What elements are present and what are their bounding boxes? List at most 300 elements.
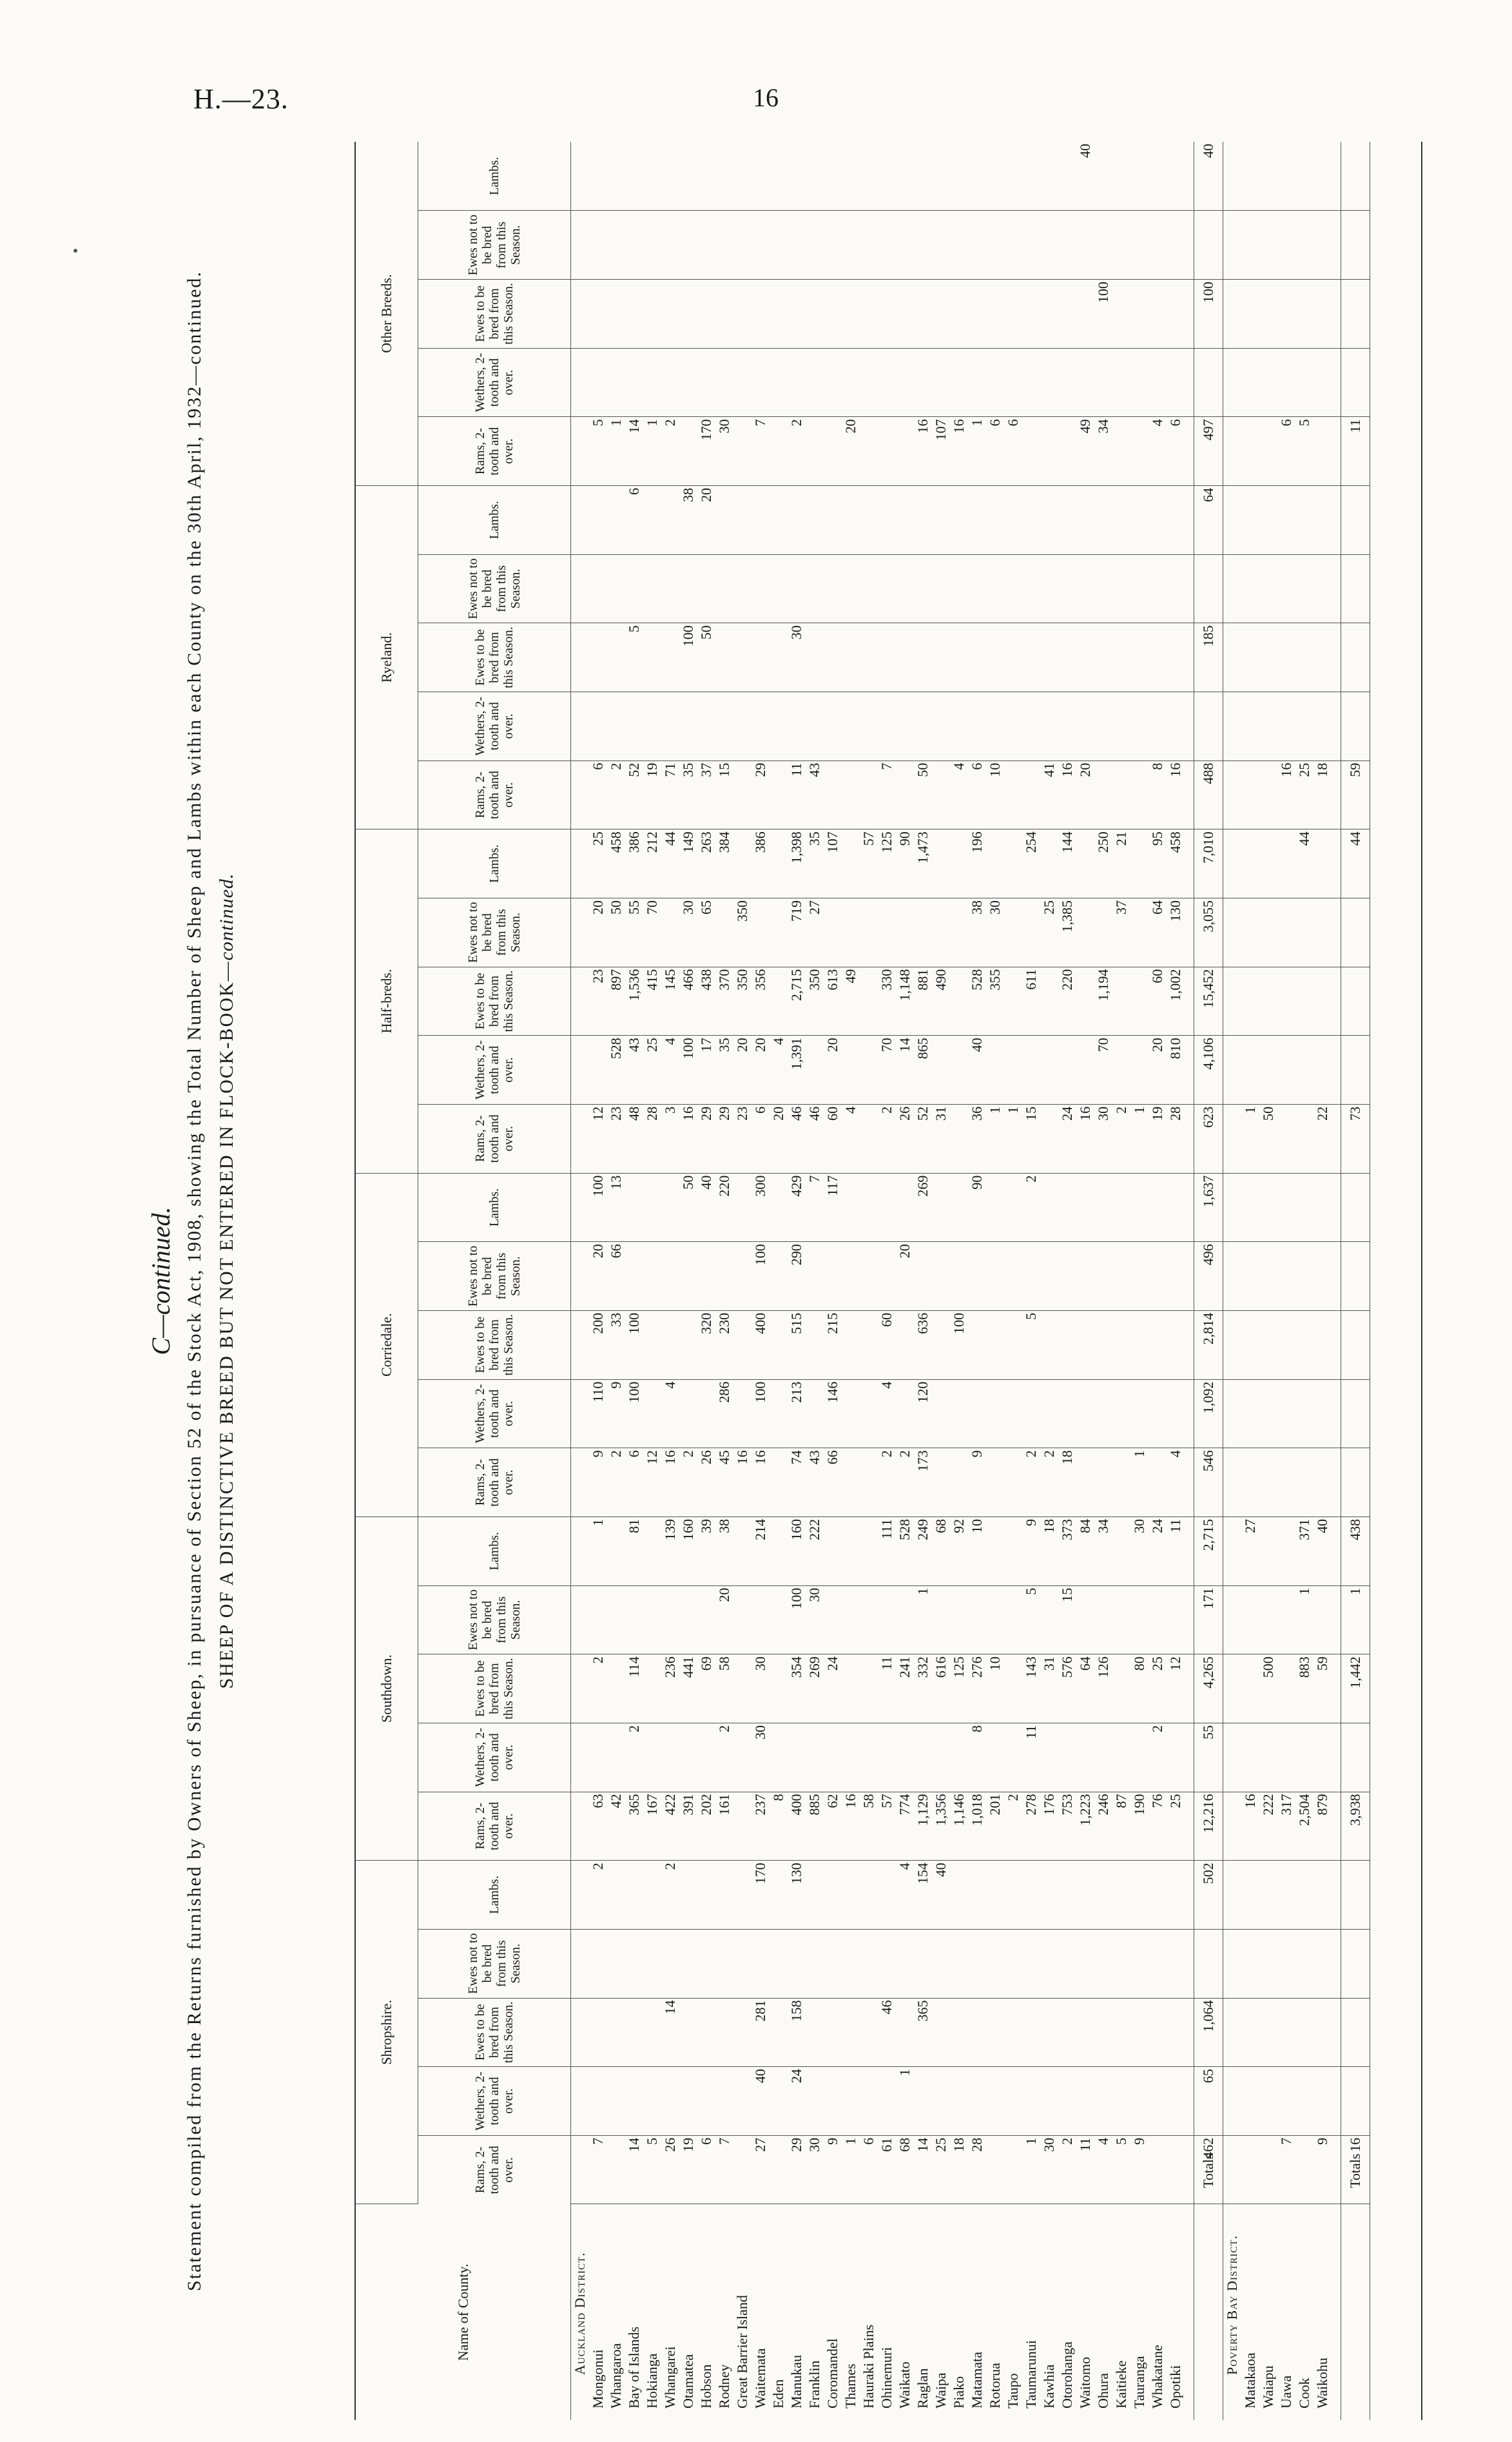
value-cell <box>932 1585 950 1654</box>
value-cell <box>1004 1585 1022 1654</box>
value-cell <box>932 829 950 898</box>
value-cell: 100 <box>950 1310 968 1379</box>
column-subheader: Rams, 2-tooth and over. <box>418 761 571 829</box>
value-cell: 200 <box>589 1310 607 1379</box>
value-cell <box>733 761 751 829</box>
value-cell <box>842 1517 860 1585</box>
empty-cell <box>1185 1173 1194 1242</box>
empty-cell <box>571 417 590 486</box>
empty-cell <box>571 692 590 761</box>
value-cell: 528 <box>896 1517 914 1585</box>
value-cell <box>950 554 968 623</box>
value-cell <box>661 2067 679 2136</box>
value-cell <box>878 1585 896 1654</box>
empty-cell <box>1185 211 1194 280</box>
value-cell: 15 <box>1022 1104 1040 1173</box>
value-cell: 488 <box>1194 761 1223 829</box>
value-cell <box>1022 417 1040 486</box>
value-cell <box>1259 485 1277 554</box>
empty-cell <box>1185 1036 1194 1105</box>
value-cell: 61 <box>878 2135 896 2204</box>
value-cell: 2 <box>607 761 625 829</box>
value-cell <box>770 417 788 486</box>
value-cell: 30 <box>1094 1104 1112 1173</box>
value-cell <box>1313 1929 1332 1998</box>
value-cell <box>860 1310 878 1379</box>
value-cell <box>643 211 661 280</box>
breed-header: Half-breds. <box>355 829 418 1173</box>
value-cell <box>589 554 607 623</box>
district-name: Poverty Bay District. <box>1224 2234 1240 2375</box>
value-cell: 1,194 <box>1094 967 1112 1036</box>
value-cell <box>697 2067 715 2136</box>
value-cell: 263 <box>697 829 715 898</box>
county-name: Matamata <box>969 2352 985 2408</box>
value-cell <box>625 1585 643 1654</box>
value-cell <box>932 1998 950 2067</box>
county-name: Franklin <box>806 2360 822 2408</box>
value-cell: 22 <box>1313 1104 1332 1173</box>
value-cell: 6 <box>751 1104 770 1173</box>
empty-cell <box>1332 1448 1341 1517</box>
value-cell: 81 <box>625 1517 643 1585</box>
value-cell: 1 <box>607 417 625 486</box>
value-cell <box>878 1929 896 1998</box>
value-cell <box>1259 1723 1277 1792</box>
value-cell <box>1295 2067 1313 2136</box>
value-cell: 139 <box>661 1517 679 1585</box>
value-cell <box>932 1036 950 1105</box>
value-cell: 214 <box>751 1517 770 1585</box>
value-cell <box>1259 1448 1277 1517</box>
value-cell <box>968 1861 986 1930</box>
value-cell <box>1022 1379 1040 1448</box>
value-cell: 865 <box>914 1036 932 1105</box>
value-cell: 7 <box>806 1173 824 1242</box>
value-cell <box>1241 1379 1259 1448</box>
value-cell <box>625 692 643 761</box>
value-cell <box>1040 623 1058 692</box>
totals-label: Totals <box>1341 2204 1370 2420</box>
value-cell <box>968 211 986 280</box>
empty-cell <box>571 1585 590 1654</box>
value-cell: 2 <box>1022 1448 1040 1517</box>
value-cell <box>679 417 697 486</box>
value-cell <box>1241 417 1259 486</box>
value-cell <box>733 1723 751 1792</box>
value-cell <box>1130 1929 1149 1998</box>
value-cell <box>986 1448 1004 1517</box>
value-cell <box>824 692 842 761</box>
county-name: Kawhia <box>1041 2364 1057 2408</box>
value-cell <box>733 211 751 280</box>
value-cell <box>1094 142 1112 211</box>
value-cell <box>824 1723 842 1792</box>
value-cell <box>715 1242 733 1311</box>
value-cell: 636 <box>914 1310 932 1379</box>
value-cell: 458 <box>1167 829 1185 898</box>
page-speck <box>73 249 77 253</box>
empty-cell <box>1223 348 1242 417</box>
value-cell <box>1040 1723 1058 1792</box>
value-cell: 774 <box>896 1792 914 1861</box>
value-cell <box>770 761 788 829</box>
value-cell: 20 <box>824 1036 842 1105</box>
value-cell: 107 <box>932 417 950 486</box>
value-cell: 10 <box>986 761 1004 829</box>
empty-cell <box>571 142 590 211</box>
value-cell: 1 <box>1022 2135 1040 2204</box>
value-cell <box>860 692 878 761</box>
value-cell <box>1076 1379 1094 1448</box>
value-cell <box>770 2135 788 2204</box>
value-cell: 356 <box>751 967 770 1036</box>
value-cell: 1,536 <box>625 967 643 1036</box>
value-cell <box>1277 554 1295 623</box>
empty-cell <box>1185 1585 1194 1654</box>
value-cell <box>643 1310 661 1379</box>
value-cell: 25 <box>589 829 607 898</box>
value-cell <box>1130 142 1149 211</box>
county-row <box>697 142 715 2420</box>
value-cell: 2 <box>896 1448 914 1517</box>
value-cell <box>1194 554 1223 623</box>
value-cell <box>1058 211 1076 280</box>
value-cell <box>1313 1585 1332 1654</box>
value-cell <box>1058 1723 1076 1792</box>
value-cell <box>842 1448 860 1517</box>
value-cell <box>1277 1723 1295 1792</box>
value-cell: 190 <box>1130 1792 1149 1861</box>
value-cell <box>1295 1723 1313 1792</box>
value-cell: 40 <box>1194 142 1223 211</box>
value-cell: 1,092 <box>1194 1379 1223 1448</box>
value-cell <box>733 280 751 349</box>
column-subheader: Lambs. <box>418 142 571 211</box>
value-cell <box>1022 1998 1040 2067</box>
value-cell <box>806 348 824 417</box>
value-cell <box>1040 1104 1058 1173</box>
value-cell <box>1295 485 1313 554</box>
value-cell: 63 <box>589 1792 607 1861</box>
value-cell: 254 <box>1022 829 1040 898</box>
empty-cell <box>1332 417 1341 486</box>
value-cell <box>806 142 824 211</box>
county-row <box>878 142 896 2420</box>
value-cell: 24 <box>824 1654 842 1723</box>
empty-cell <box>1185 2135 1194 2204</box>
value-cell <box>625 1998 643 2067</box>
value-cell: 2 <box>788 417 806 486</box>
value-cell <box>1259 1173 1277 1242</box>
value-cell: 613 <box>824 967 842 1036</box>
value-cell: 2 <box>715 1723 733 1792</box>
value-cell: 28 <box>643 1104 661 1173</box>
value-cell <box>824 485 842 554</box>
value-cell: 9 <box>824 2135 842 2204</box>
county-row <box>896 142 914 2420</box>
value-cell <box>1241 1585 1259 1654</box>
value-cell: 236 <box>661 1654 679 1723</box>
value-cell: 1 <box>1130 1448 1149 1517</box>
value-cell <box>1277 829 1295 898</box>
value-cell: 6 <box>1004 417 1022 486</box>
value-cell: 126 <box>1094 1654 1112 1723</box>
value-cell <box>842 1242 860 1311</box>
value-cell: 46 <box>878 1998 896 2067</box>
value-cell: 1,002 <box>1167 967 1185 1036</box>
value-cell: 25 <box>932 2135 950 2204</box>
value-cell <box>770 142 788 211</box>
county-row <box>770 142 788 2420</box>
value-cell <box>715 211 733 280</box>
value-cell <box>1149 1310 1167 1379</box>
value-cell <box>1076 1929 1094 1998</box>
value-cell: 373 <box>1058 1517 1076 1585</box>
column-subheader: Ewes to be bred from this Season. <box>418 280 571 349</box>
value-cell <box>1040 1036 1058 1105</box>
value-cell <box>1004 967 1022 1036</box>
value-cell <box>1058 1036 1076 1105</box>
value-cell <box>860 1998 878 2067</box>
value-cell <box>1040 1310 1058 1379</box>
value-cell <box>1094 2067 1112 2136</box>
value-cell: 7 <box>1277 2135 1295 2204</box>
empty-cell <box>571 1654 590 1723</box>
value-cell: 69 <box>697 1654 715 1723</box>
value-cell <box>1112 554 1130 623</box>
value-cell <box>1112 1242 1130 1311</box>
value-cell: 7 <box>715 2135 733 2204</box>
value-cell <box>1040 348 1058 417</box>
column-subheader: Ewes to be bred from this Season. <box>418 1998 571 2067</box>
value-cell: 4 <box>1167 1448 1185 1517</box>
value-cell <box>950 898 968 967</box>
value-cell <box>1259 142 1277 211</box>
value-cell <box>697 280 715 349</box>
value-cell: 100 <box>1094 280 1112 349</box>
value-cell <box>842 1929 860 1998</box>
empty-cell <box>1223 1036 1242 1105</box>
value-cell <box>1112 967 1130 1036</box>
column-subheader: Lambs. <box>418 829 571 898</box>
county-row <box>679 142 697 2420</box>
value-cell <box>1277 211 1295 280</box>
value-cell: 60 <box>1149 967 1167 1036</box>
value-cell: 7 <box>878 761 896 829</box>
value-cell: 30 <box>679 898 697 967</box>
value-cell: 391 <box>679 1792 697 1861</box>
empty-cell <box>1223 692 1242 761</box>
value-cell <box>697 1998 715 2067</box>
table-bottom-rule <box>1421 142 1422 2420</box>
empty-cell <box>1332 1861 1341 1930</box>
county-name: Piako <box>951 2376 967 2408</box>
county-name: Rodney <box>716 2364 732 2408</box>
value-cell <box>661 1585 679 1654</box>
value-cell <box>1295 2135 1313 2204</box>
value-cell <box>1040 280 1058 349</box>
value-cell <box>1076 1585 1094 1654</box>
value-cell <box>607 1929 625 1998</box>
value-cell: 70 <box>878 1036 896 1105</box>
empty-cell <box>1185 1517 1194 1585</box>
value-cell: 5 <box>625 623 643 692</box>
value-cell <box>1259 348 1277 417</box>
empty-cell <box>1185 1379 1194 1448</box>
value-cell <box>842 348 860 417</box>
value-cell <box>607 2135 625 2204</box>
empty-cell <box>571 211 590 280</box>
value-cell <box>770 1379 788 1448</box>
value-cell <box>679 1585 697 1654</box>
value-cell <box>1194 348 1223 417</box>
value-cell <box>1004 1723 1022 1792</box>
value-cell: 5 <box>1022 1310 1040 1379</box>
value-cell <box>1130 554 1149 623</box>
value-cell <box>914 142 932 211</box>
county-name: Ohinemuri <box>878 2347 895 2408</box>
empty-cell <box>571 1310 590 1379</box>
value-cell: 1,146 <box>950 1792 968 1861</box>
value-cell <box>1259 1517 1277 1585</box>
empty-cell <box>1332 1998 1341 2067</box>
value-cell <box>1341 1242 1370 1311</box>
value-cell: 50 <box>679 1173 697 1242</box>
value-cell: 269 <box>914 1173 932 1242</box>
value-cell <box>896 1723 914 1792</box>
value-cell <box>986 2135 1004 2204</box>
value-cell <box>679 1861 697 1930</box>
column-subheader: Lambs. <box>418 1517 571 1585</box>
value-cell <box>1241 761 1259 829</box>
county-row <box>860 142 878 2420</box>
value-cell <box>1004 898 1022 967</box>
value-cell: 16 <box>1277 761 1295 829</box>
value-cell: 26 <box>697 1448 715 1517</box>
value-cell <box>1004 2135 1022 2204</box>
value-cell <box>1167 1998 1185 2067</box>
value-cell <box>1277 692 1295 761</box>
value-cell <box>1112 1861 1130 1930</box>
value-cell: 39 <box>697 1517 715 1585</box>
value-cell <box>860 1173 878 1242</box>
value-cell: 130 <box>788 1861 806 1930</box>
value-cell <box>1130 692 1149 761</box>
value-cell <box>1259 1379 1277 1448</box>
value-cell <box>1094 348 1112 417</box>
value-cell <box>932 761 950 829</box>
value-cell <box>806 1929 824 1998</box>
value-cell <box>1295 1104 1313 1173</box>
county-row <box>661 142 679 2420</box>
value-cell <box>1259 2067 1277 2136</box>
value-cell: 130 <box>1167 898 1185 967</box>
value-cell: 16 <box>1341 2135 1370 2204</box>
value-cell <box>1130 623 1149 692</box>
value-cell <box>697 1379 715 1448</box>
value-cell: 1 <box>1295 1585 1313 1654</box>
value-cell <box>697 692 715 761</box>
value-cell <box>661 485 679 554</box>
value-cell <box>806 417 824 486</box>
value-cell: 20 <box>751 1036 770 1105</box>
value-cell <box>589 1036 607 1105</box>
value-cell <box>860 761 878 829</box>
value-cell <box>896 211 914 280</box>
value-cell <box>1167 692 1185 761</box>
value-cell <box>1313 1861 1332 1930</box>
value-cell: 16 <box>950 417 968 486</box>
empty-cell <box>1332 2204 1341 2420</box>
empty-cell <box>1185 485 1194 554</box>
value-cell: 1 <box>1130 1104 1149 1173</box>
value-cell <box>932 348 950 417</box>
value-cell: 4,265 <box>1194 1654 1223 1723</box>
value-cell: 2 <box>1149 1723 1167 1792</box>
value-cell <box>1058 1929 1076 1998</box>
value-cell <box>1094 211 1112 280</box>
value-cell: 9 <box>968 1448 986 1517</box>
value-cell <box>1167 623 1185 692</box>
empty-cell <box>1332 485 1341 554</box>
county-name: Taumarunui <box>1023 2340 1039 2408</box>
value-cell <box>607 1585 625 1654</box>
value-cell <box>1149 1448 1167 1517</box>
title-block <box>142 142 241 2420</box>
county-name: Hobson <box>698 2364 714 2408</box>
value-cell <box>950 2067 968 2136</box>
value-cell <box>770 692 788 761</box>
value-cell <box>589 692 607 761</box>
value-cell <box>932 692 950 761</box>
county-name: Whakatane <box>1149 2345 1165 2408</box>
value-cell <box>806 1379 824 1448</box>
value-cell <box>679 692 697 761</box>
value-cell <box>1277 1654 1295 1723</box>
value-cell: 2 <box>1058 2135 1076 2204</box>
value-cell <box>679 554 697 623</box>
value-cell <box>1130 417 1149 486</box>
value-cell <box>1259 1310 1277 1379</box>
value-cell <box>1040 1173 1058 1242</box>
value-cell <box>1167 211 1185 280</box>
district-heading-row <box>571 142 590 2420</box>
empty-cell <box>1185 1861 1194 1930</box>
value-cell <box>697 1242 715 1311</box>
value-cell: 249 <box>914 1517 932 1585</box>
value-cell <box>788 348 806 417</box>
column-subheader: Wethers, 2-tooth and over. <box>418 1723 571 1792</box>
value-cell <box>1094 1998 1112 2067</box>
value-cell: 18 <box>1313 761 1332 829</box>
value-cell: 1,223 <box>1076 1792 1094 1861</box>
empty-cell <box>571 1379 590 1448</box>
value-cell <box>896 1310 914 1379</box>
value-cell: 12 <box>643 1448 661 1517</box>
value-cell: 290 <box>788 1242 806 1311</box>
value-cell: 6 <box>589 761 607 829</box>
empty-cell <box>571 554 590 623</box>
value-cell <box>1004 554 1022 623</box>
value-cell <box>643 692 661 761</box>
value-cell <box>878 348 896 417</box>
value-cell: 50 <box>914 761 932 829</box>
value-cell <box>824 1242 842 1311</box>
value-cell <box>932 1242 950 1311</box>
value-cell <box>770 485 788 554</box>
value-cell <box>733 485 751 554</box>
